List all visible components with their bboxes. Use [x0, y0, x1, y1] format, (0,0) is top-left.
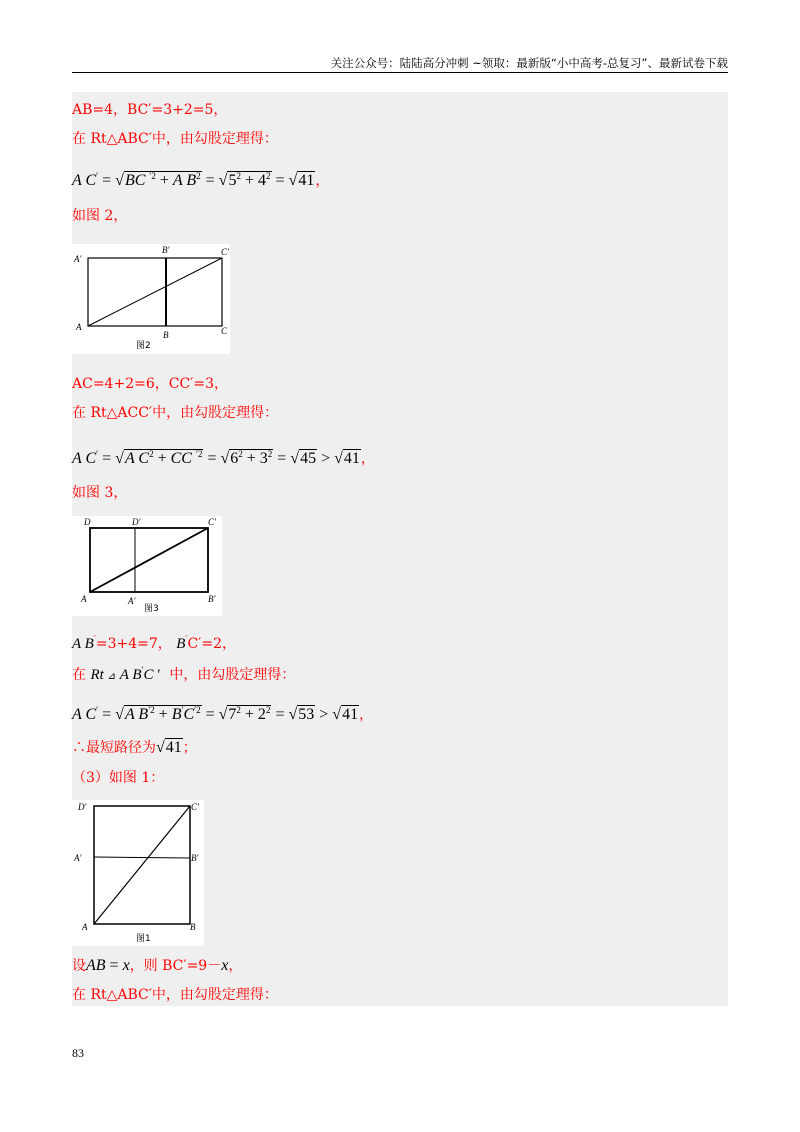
- fig2-caption: 图2: [136, 341, 151, 351]
- page-header: 关注公众号：陆陆高分冲刺 ~领取：最新版“小中高考-总复习”、最新试卷下载: [330, 56, 728, 70]
- fig3-label-a: A: [81, 594, 87, 604]
- line-b-prime: B: [176, 636, 186, 652]
- fig1-label-b-prime: B′: [191, 853, 199, 863]
- line-rt-abc-final: 在 Rt△ABC′中，由勾股定理得：: [72, 987, 278, 1003]
- line-fig2: 如图 2，: [72, 208, 128, 224]
- page-number: 83: [72, 1046, 84, 1060]
- line-rt-prefix: 在: [72, 667, 86, 683]
- line-let-ab: 设AB = x，则 BC′=9－x，: [72, 957, 243, 974]
- formula-3-math: A C′ = √A $B^{'2} + B'C^{'2} = √7^2 + 2^2 = √53 > √41$: [72, 705, 359, 723]
- formula-3: [72, 700, 373, 725]
- line-ab-bc: AB=4，BC′=3+2=5，: [72, 102, 228, 118]
- fig1-label-a: A: [82, 922, 88, 932]
- line-ab-value: =3+4=7，: [95, 636, 172, 652]
- fig3-label-a-prime: A′: [128, 596, 136, 606]
- line-bc-value: C′=2，: [187, 636, 236, 652]
- line-part3: （3）如图 1：: [72, 770, 165, 786]
- fig2-label-b-top: B′: [162, 245, 170, 255]
- fig1-label-a-prime: A′: [74, 853, 82, 863]
- formula-1: [72, 166, 329, 191]
- line-rt-abc: 在 Rt△ABC′中，由勾股定理得：: [72, 131, 278, 147]
- figure-1: [72, 800, 204, 946]
- fig2-label-a-bottom: A: [76, 322, 82, 332]
- fig3-label-d: D: [84, 517, 91, 527]
- fig1-label-d-prime: D′: [78, 802, 87, 812]
- formula-3-comma: ，: [359, 707, 374, 723]
- line-let-middle: ，则 BC′=9－: [129, 958, 222, 974]
- fig2-label-a-top: A′: [74, 254, 82, 264]
- fig2-label-c-top: C′: [221, 247, 229, 257]
- fig1-label-c-prime: C′: [191, 802, 199, 812]
- fig3-label-d-prime: D′: [132, 517, 141, 527]
- fig2-label-b-bottom: B: [163, 330, 169, 340]
- line-ac-cc: AC=4+2=6，CC′=3，: [72, 376, 228, 392]
- line-shortest: ∴最短路径为√41；: [72, 739, 197, 756]
- content-area: [72, 92, 728, 1006]
- line-let-prefix: 设: [72, 958, 86, 974]
- line-ab-bc-fig3: A B′=3+4=7， B′C′=2，: [72, 635, 236, 652]
- header-rule: [72, 72, 728, 73]
- line-rt-suffix: 中，由勾股定理得：: [169, 667, 296, 683]
- figure-3: [72, 516, 222, 616]
- fig1-label-b: B: [190, 922, 196, 932]
- fig2-label-c-bottom: C: [221, 326, 228, 336]
- fig3-label-b-prime: B′: [208, 594, 216, 604]
- formula-2-math: A C′ = √A $C^2$ + CC $^{'2} = √6^2 + 3^2 = √45 > √41$: [72, 449, 360, 467]
- figure-2: [72, 244, 230, 354]
- fig3-caption: 图3: [144, 604, 159, 614]
- line-rt-acc: 在 Rt△ACC′中，由勾股定理得：: [72, 405, 279, 421]
- line-shortest-end: ；: [182, 740, 197, 756]
- fig1-caption: 图1: [136, 934, 151, 944]
- line-ab-prime: A B: [72, 636, 94, 652]
- line-rt-abc-3: 在 Rt ⊿ A B′C ′ 中，由勾股定理得：: [72, 665, 296, 683]
- line-shortest-text: ∴最短路径为: [72, 740, 156, 756]
- line-let-end: ，: [228, 958, 243, 974]
- formula-1-math: A C′ = √BC $^{'2}$ + A $B^2 = √5^2 + 4^2 = √41$: [72, 171, 315, 189]
- formula-1-comma: ，: [315, 173, 330, 189]
- line-fig3: 如图 3，: [72, 485, 128, 501]
- formula-2-comma: ，: [360, 451, 375, 467]
- formula-2: [72, 444, 375, 469]
- fig3-label-c-prime: C′: [208, 517, 216, 527]
